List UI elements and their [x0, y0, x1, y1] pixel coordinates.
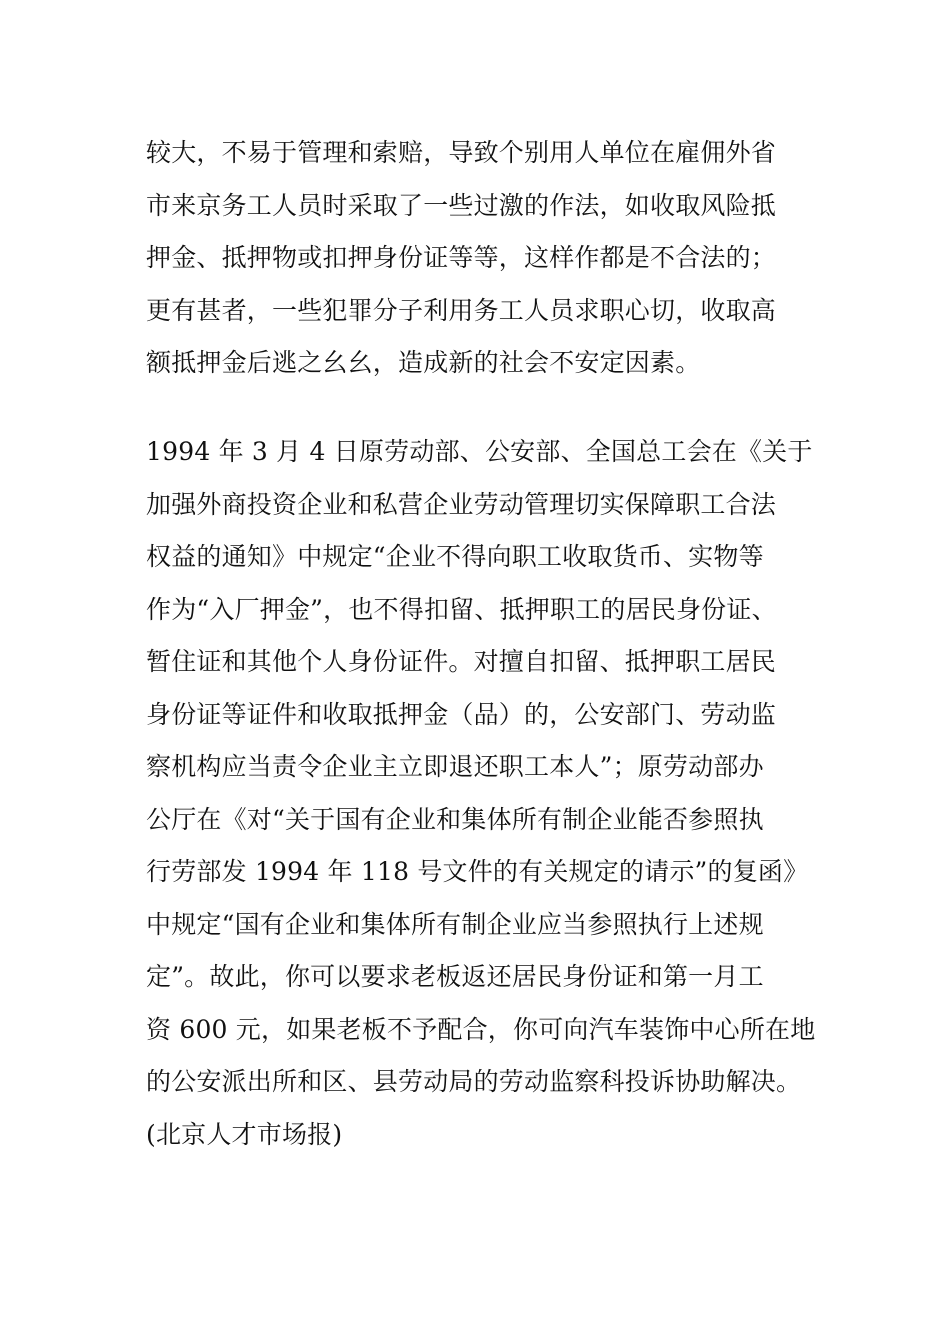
- text-line: 更有甚者，一些犯罪分子利用务工人员求职心切，收取高: [146, 295, 777, 325]
- text-line: 权益的通知》中规定“企业不得向职工收取货币、实物等: [146, 542, 764, 571]
- paragraph-1: [146, 127, 826, 390]
- text-line: 作为“入厂押金”，也不得扣留、抵押职工的居民身份证、: [146, 594, 777, 624]
- text-line: 市来京务工人员时采取了一些过激的作法，如收取风险抵: [146, 190, 777, 220]
- text-line: 加强外商投资企业和私营企业劳动管理切实保障职工合法: [146, 489, 777, 519]
- text-line: 身份证等证件和收取抵押金（品）的，公安部门、劳动监: [146, 699, 777, 729]
- text-line: 1994 年 3 月 4 日原劳动部、公安部、全国总工会在《关于: [146, 437, 813, 466]
- text-line: 资 600 元，如果老板不予配合，你可向汽车装饰中心所在地: [146, 1014, 816, 1044]
- text-line: 额抵押金后逃之幺幺，造成新的社会不安定因素。: [146, 348, 701, 377]
- text-line: 行劳部发 1994 年 118 号文件的有关规定的请示”的复函》: [146, 857, 809, 886]
- text-line: 押金、抵押物或扣押身份证等等，这样作都是不合法的；: [146, 243, 777, 272]
- paragraph-2: [146, 426, 826, 1161]
- source-credit: (北京人才市场报): [146, 1119, 343, 1149]
- text-line: 较大，不易于管理和索赔，导致个别用人单位在雇佣外省: [146, 138, 777, 167]
- text-line: 定”。故此，你可以要求老板返还居民身份证和第一月工: [146, 962, 764, 991]
- text-line: 中规定“国有企业和集体所有制企业应当参照执行上述规: [146, 909, 764, 939]
- text-line: 察机构应当责令企业主立即退还职工本人”；原劳动部办: [146, 752, 764, 781]
- text-line: 公厅在《对“关于国有企业和集体所有制企业能否参照执: [146, 804, 764, 834]
- text-line: 的公安派出所和区、县劳动局的劳动监察科投诉协助解决。: [146, 1067, 802, 1096]
- text-line: 暂住证和其他个人身份证件。对擅自扣留、抵押职工居民: [146, 647, 777, 676]
